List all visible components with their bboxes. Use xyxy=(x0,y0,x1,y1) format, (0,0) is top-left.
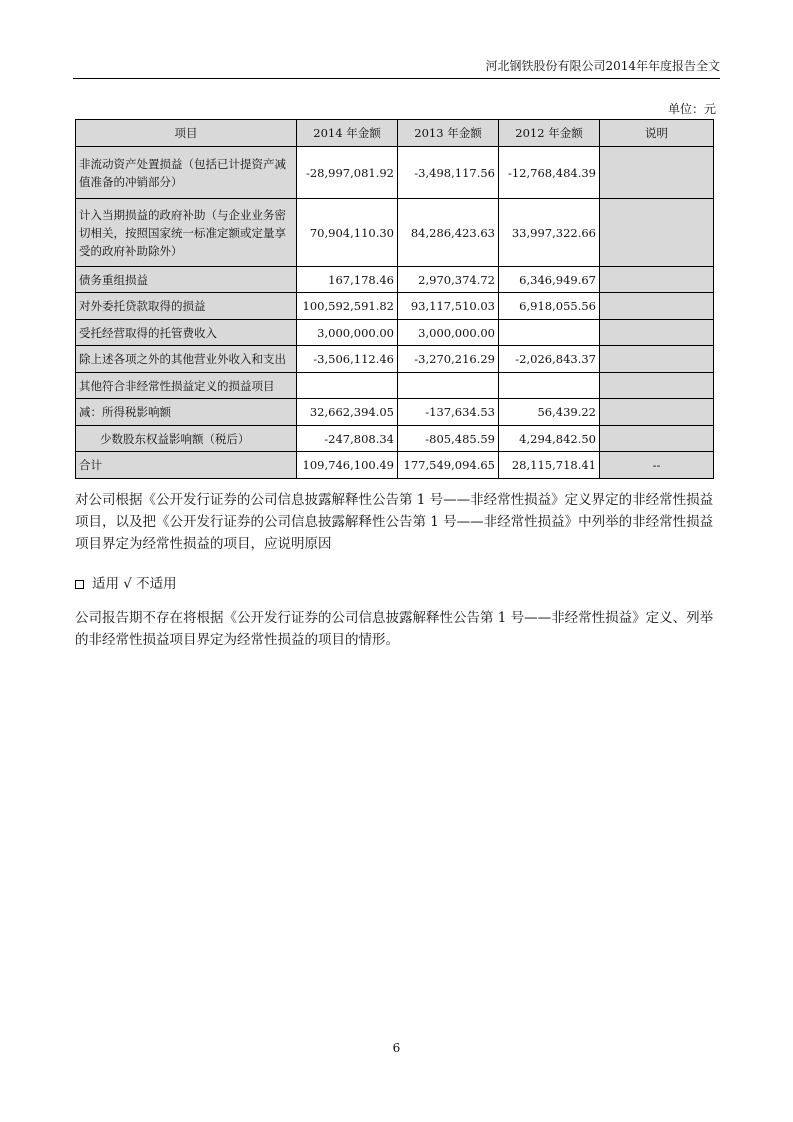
amount-2012-cell: 6,346,949.67 xyxy=(499,267,600,293)
non-recurring-items-table xyxy=(75,119,714,479)
amount-2012-cell: -2,026,843.37 xyxy=(499,346,600,373)
amount-2014-cell: 109,746,100.49 xyxy=(297,452,398,479)
amount-2013-cell xyxy=(398,373,499,399)
column-header: 2014 年金额 xyxy=(297,120,398,147)
amount-2014-cell: 3,000,000.00 xyxy=(297,320,398,346)
amount-2012-cell: 56,439.22 xyxy=(499,399,600,426)
amount-2013-cell: 2,970,374.72 xyxy=(398,267,499,293)
table-row xyxy=(76,267,714,293)
amount-2013-cell: -805,485.59 xyxy=(398,426,499,452)
amount-2013-cell: -3,270,216.29 xyxy=(398,346,499,373)
amount-2013-cell: 84,286,423.63 xyxy=(398,199,499,267)
item-cell: 非流动资产处置损益（包括已计提资产减值准备的冲销部分） xyxy=(76,147,297,199)
amount-2014-cell: 100,592,591.82 xyxy=(297,293,398,320)
item-cell: 受托经营取得的托管费收入 xyxy=(76,320,297,346)
amount-2014-cell: -28,997,081.92 xyxy=(297,147,398,199)
note-cell xyxy=(600,399,714,426)
table-row xyxy=(76,320,714,346)
amount-2012-cell xyxy=(499,373,600,399)
applicability-line xyxy=(75,572,177,592)
column-header: 项目 xyxy=(76,120,297,147)
column-header: 说明 xyxy=(600,120,714,147)
amount-2012-cell: -12,768,484.39 xyxy=(499,147,600,199)
column-header: 2013 年金额 xyxy=(398,120,499,147)
amount-2014-cell: 32,662,394.05 xyxy=(297,399,398,426)
item-cell: 合计 xyxy=(76,452,297,479)
note-cell xyxy=(600,373,714,399)
table-row xyxy=(76,346,714,373)
page-header: 河北钢铁股份有限公司2014年年度报告全文 xyxy=(73,57,720,79)
amount-2013-cell: -3,498,117.56 xyxy=(398,147,499,199)
table-row xyxy=(76,199,714,267)
statement-paragraph: 公司报告期不存在将根据《公开发行证券的公司信息披露解释性公告第 1 号——非经常性损益》定义、列举的非经常性损益项目界定为经常性损益的项目的情形。 xyxy=(75,610,714,648)
item-cell: 计入当期损益的政府补助（与企业业务密切相关，按照国家统一标准定额或定量享受的政府补助除外） xyxy=(76,199,297,267)
applicability-text: 适用 √ 不适用 xyxy=(92,576,177,592)
item-cell: 债务重组损益 xyxy=(76,267,297,293)
item-cell: 减：所得税影响额 xyxy=(76,399,297,426)
note-cell xyxy=(600,267,714,293)
amount-2014-cell: -247,808.34 xyxy=(297,426,398,452)
table-row xyxy=(76,373,714,399)
unit-label: 单位：元 xyxy=(667,102,716,116)
amount-2012-cell: 4,294,842.50 xyxy=(499,426,600,452)
table-row xyxy=(76,293,714,320)
amount-2014-cell: 70,904,110.30 xyxy=(297,199,398,267)
amount-2014-cell: -3,506,112.46 xyxy=(297,346,398,373)
amount-2013-cell: 3,000,000.00 xyxy=(398,320,499,346)
amount-2012-cell xyxy=(499,320,600,346)
amount-2014-cell: 167,178.46 xyxy=(297,267,398,293)
note-cell xyxy=(600,320,714,346)
table-header-row xyxy=(76,120,714,147)
amount-2012-cell: 33,997,322.66 xyxy=(499,199,600,267)
amount-2013-cell: 177,549,094.65 xyxy=(398,452,499,479)
amount-2012-cell: 6,918,055.56 xyxy=(499,293,600,320)
amount-2012-cell: 28,115,718.41 xyxy=(499,452,600,479)
page-number: 6 xyxy=(392,1041,401,1055)
table-row xyxy=(76,399,714,426)
note-cell xyxy=(600,147,714,199)
item-cell: 除上述各项之外的其他营业外收入和支出 xyxy=(76,346,297,373)
amount-2013-cell: -137,634.53 xyxy=(398,399,499,426)
note-cell xyxy=(600,199,714,267)
item-cell: 少数股东权益影响额（税后） xyxy=(76,426,297,452)
amount-2013-cell: 93,117,510.03 xyxy=(398,293,499,320)
note-cell xyxy=(600,293,714,320)
checkbox-icon xyxy=(75,580,84,589)
amount-2014-cell xyxy=(297,373,398,399)
note-cell xyxy=(600,426,714,452)
note-cell: -- xyxy=(600,452,714,479)
explanation-paragraph: 对公司根据《公开发行证券的公司信息披露解释性公告第 1 号——非经常性损益》定义界定的非经常性损益项目，以及把《公开发行证券的公司信息披露解释性公告第 1 号——非经常性损益》中列举的非经常性损益项目界定为经常性损益的项目，应说明原因 xyxy=(75,492,714,552)
item-cell: 其他符合非经常性损益定义的损益项目 xyxy=(76,373,297,399)
item-cell: 对外委托贷款取得的损益 xyxy=(76,293,297,320)
table-row xyxy=(76,426,714,452)
note-cell xyxy=(600,346,714,373)
table-row xyxy=(76,452,714,479)
column-header: 2012 年金额 xyxy=(499,120,600,147)
table-row xyxy=(76,147,714,199)
